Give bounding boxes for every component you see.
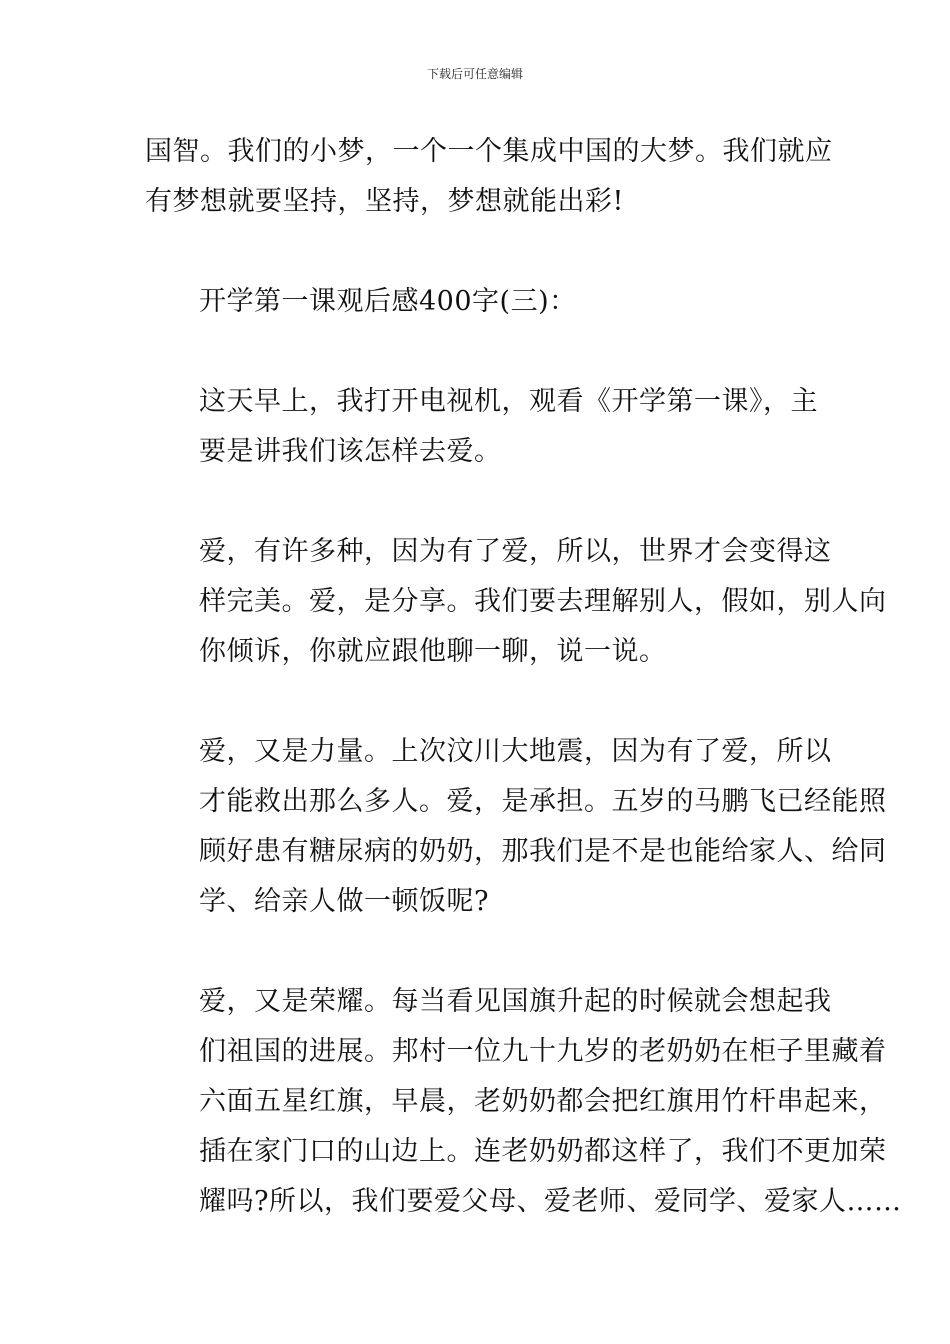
text-line: 爱，又是力量。上次汶川大地震，因为有了爱，所以 bbox=[199, 736, 832, 767]
heading-line: 开学第一课观后感400字(三)： bbox=[199, 286, 577, 317]
paragraph bbox=[145, 527, 887, 677]
section-heading bbox=[145, 277, 810, 327]
text-line: 爱，又是荣耀。每当看见国旗升起的时候就会想起我 bbox=[199, 986, 832, 1017]
text-line: 才能救出那么多人。爱，是承担。五岁的马鹏飞已经能照 bbox=[199, 786, 887, 817]
paragraph bbox=[145, 727, 887, 927]
paragraph bbox=[145, 377, 818, 477]
text-line: 插在家门口的山边上。连老奶奶都这样了，我们不更加荣 bbox=[199, 1136, 887, 1167]
paragraph bbox=[145, 977, 902, 1227]
text-line: 国智。我们的小梦，一个一个集成中国的大梦。我们就应 bbox=[145, 136, 833, 167]
text-line: 你倾诉，你就应跟他聊一聊，说一说。 bbox=[199, 636, 667, 667]
text-line: 六面五星红旗，早晨，老奶奶都会把红旗用竹杆串起来， bbox=[199, 1086, 887, 1117]
text-line: 爱，有许多种，因为有了爱，所以，世界才会变得这 bbox=[199, 536, 832, 567]
text-line: 这天早上，我打开电视机，观看《开学第一课》，主 bbox=[199, 386, 818, 417]
text-line: 样完美。爱，是分享。我们要去理解别人，假如，别人向 bbox=[199, 586, 887, 617]
text-line: 要是讲我们该怎样去爱。 bbox=[199, 436, 502, 467]
page-header: 下载后可任意编辑 bbox=[426, 67, 523, 81]
text-line: 耀吗?所以，我们要爱父母、爱老师、爱同学、爱家人…… bbox=[199, 1186, 902, 1217]
document-body bbox=[145, 127, 902, 1277]
paragraph-continuation bbox=[145, 127, 833, 227]
text-line: 有梦想就要坚持，坚持，梦想就能出彩! bbox=[145, 186, 624, 217]
text-line: 们祖国的进展。邦村一位九十九岁的老奶奶在柜子里藏着 bbox=[199, 1036, 887, 1067]
text-line: 学、给亲人做一顿饭呢? bbox=[199, 886, 489, 917]
text-line: 顾好患有糖尿病的奶奶，那我们是不是也能给家人、给同 bbox=[199, 836, 887, 867]
